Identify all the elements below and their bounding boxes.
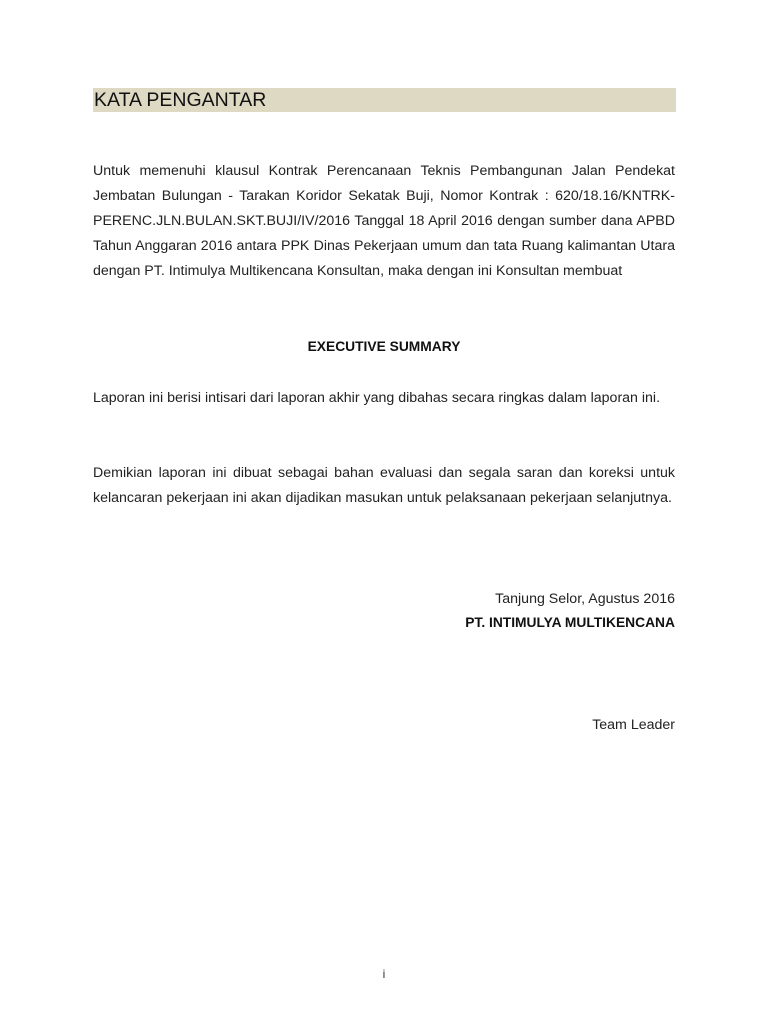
signer-title: Team Leader bbox=[592, 717, 675, 733]
page-number: i bbox=[382, 967, 386, 981]
heading-bar bbox=[93, 88, 676, 112]
closing-paragraph: Demikian laporan ini dibuat sebagai bahan evaluasi dan segala saran dan koreksi untuk kelancaran pekerjaan ini akan dijadikan masukan untuk pelaksanaan pekerjaan selanjutnya. bbox=[93, 465, 675, 506]
place-date: Tanjung Selor, Agustus 2016 bbox=[495, 591, 675, 607]
document-title: EXECUTIVE SUMMARY bbox=[307, 339, 461, 354]
summary-paragraph: Laporan ini berisi intisari dari laporan akhir yang dibahas secara ringkas dalam laporan ini. bbox=[93, 390, 661, 406]
company-name: PT. INTIMULYA MULTIKENCANA bbox=[465, 615, 675, 630]
intro-paragraph: Untuk memenuhi klausul Kontrak Perencanaan Teknis Pembangunan Jalan Pendekat Jembatan Bulungan - Tarakan Koridor Sekatak Buji, Nomor Kontrak : 620/18.16/KNTRK-PERENC.JLN.BULAN.SKT.BUJI/IV/2016 Tanggal 18 April 2016 dengan sumber dana APBD Tahun Anggaran 2016 antara PPK Dinas Pekerjaan umum dan tata Ruang kalimantan Utara dengan PT. Intimulya Multikencana Konsultan, maka dengan ini Konsultan membuat bbox=[93, 163, 675, 279]
page-heading: KATA PENGANTAR bbox=[94, 89, 267, 111]
